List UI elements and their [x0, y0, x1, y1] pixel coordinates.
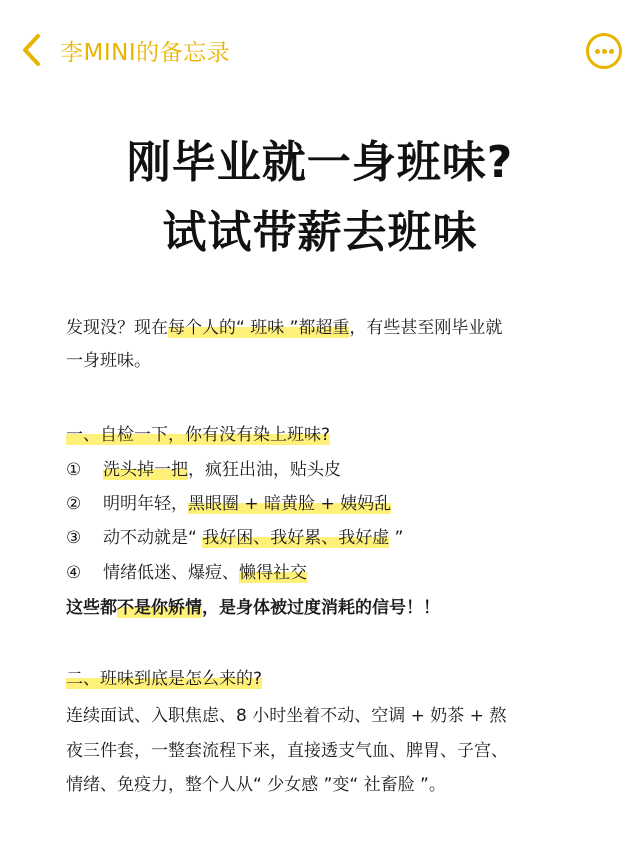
intro-highlight: 每个人的“ 班味 ”都超重 [168, 318, 350, 338]
headline-line-1: 刚毕业就一身班味? [126, 137, 514, 188]
checklist-item-2 [66, 492, 391, 516]
item-number: ② [66, 494, 82, 514]
item-text: ，疯狂出油，贴头皮 [188, 460, 341, 480]
checklist-item-1 [66, 458, 341, 482]
section1-conclusion [66, 596, 440, 620]
back-button[interactable] [14, 30, 50, 70]
intro-text: 发现没？现在 [66, 318, 168, 338]
conclusion-text: 这些都 [66, 598, 117, 618]
section2-heading-text: 二、班味到底是怎么来的? [66, 669, 263, 689]
checklist-item-3 [66, 526, 403, 550]
section2-line-3: 情绪、免疫力，整个人从“ 少女感 ”变“ 社畜脸 ”。 [66, 775, 446, 795]
section2-line-1: 连续面试、入职焦虑、8 小时坐着不动、空调 + 奶茶 + 熬 [66, 706, 507, 726]
section2-heading [66, 667, 262, 691]
top-navigation-bar [0, 0, 640, 100]
more-options-button[interactable] [586, 33, 622, 69]
item-highlight: 洗头掉一把 [103, 460, 188, 480]
nav-title: 李MINI的备忘录 [60, 40, 231, 66]
section2-line-2: 夜三件套，一整套流程下来，直接透支气血、脾胃、子宫、 [66, 741, 508, 761]
conclusion-text: ，是身体被过度消耗的信号！！ [202, 598, 440, 618]
item-highlight: 黑眼圈 + 暗黄脸 + 姨妈乱 [188, 494, 392, 514]
item-text: 动不动就是“ [103, 528, 203, 548]
headline-line-2: 试试带薪去班味 [162, 207, 478, 258]
chevron-left-icon [14, 30, 50, 70]
item-number: ① [66, 460, 82, 480]
item-number: ④ [66, 563, 82, 583]
item-highlight: 懒得社交 [239, 563, 307, 583]
item-text: ” [389, 528, 404, 548]
conclusion-highlight: 不是你矫情 [117, 598, 202, 618]
checklist-item-4 [66, 561, 307, 585]
section1-heading-text: 一、自检一下，你有没有染上班味? [66, 425, 331, 445]
item-text: 明明年轻， [103, 494, 188, 514]
intro-line-2: 一身班味。 [66, 351, 151, 371]
intro-text: ，有些甚至刚毕业就 [349, 318, 503, 338]
item-number: ③ [66, 528, 82, 548]
item-text: 情绪低迷、爆痘、 [103, 563, 239, 583]
item-highlight: 我好困、我好累、我好虚 [202, 528, 390, 548]
section1-heading [66, 423, 330, 447]
intro-line-1 [66, 316, 502, 340]
